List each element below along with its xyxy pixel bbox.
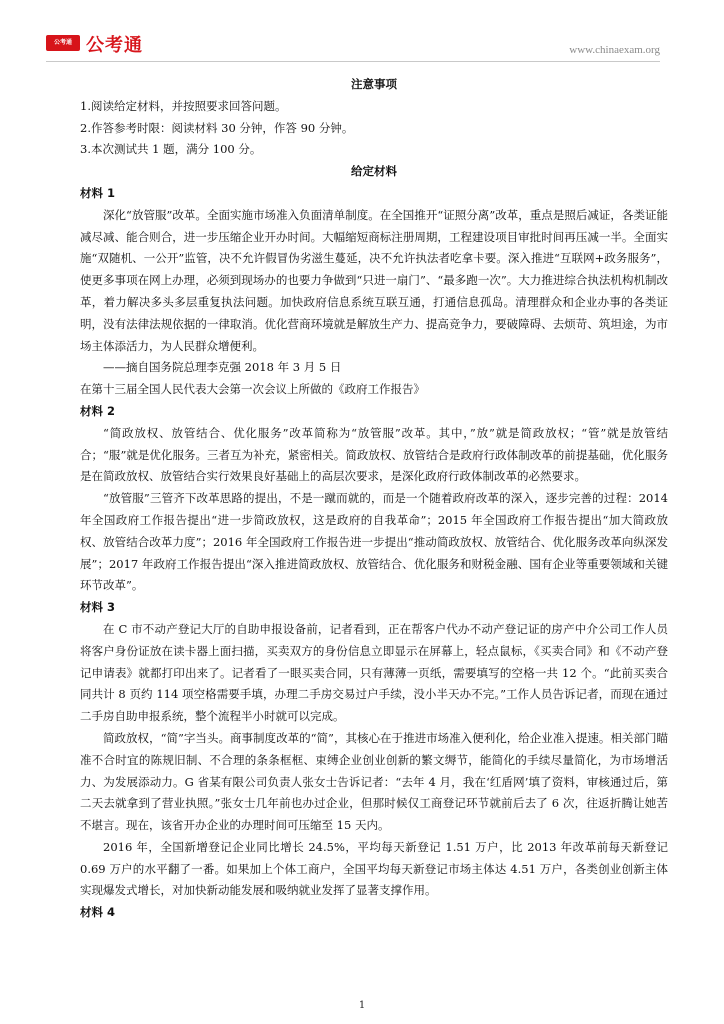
- material-3-paragraph: 简政放权，“简”字当头。商事制度改革的“简”，其核心在于推进市场准入便利化，给企业准入提速。相关部门瞄准不合时宜的陈规旧制、不合理的条条框框、束缚企业创业创新的繁文缛节，能简化的手续尽量简化，为市场增活力、为发展添动力。G 省某有限公司负责人张女士告诉记者：“去年 4 月，我在‘红盾网’填了资料，审核通过后，第二天去就拿到了营业执照。”张女士几年前也办过企业，但那时候仅工商登记环节就前后去了 6 次，往返折腾让她苦不堪言。现在，该省开办企业的办理时间可压缩至 15 天内。: [80, 730, 668, 833]
- material-3-paragraph: 2016 年，全国新增登记企业同比增长 24.5%，平均每天新登记 1.51 万户，比 2013 年改革前每天新登记 0.69 万户的水平翻了一番。如果加上个体工商户，全国平均每天新登记市场主体达 4.51 万户，各类创业创新主体实现爆发式增长，对加快新动能发展和吸纳就业发挥了显著支撑作用。: [80, 839, 668, 898]
- material-1-source-line-2: 在第十三届全国人民代表大会第一次会议上所做的《政府工作报告》: [80, 382, 425, 397]
- notice-title: 注意事项: [351, 77, 397, 91]
- notice-item: 1.阅读给定材料，并按照要求回答问题。: [80, 98, 287, 113]
- material-2-heading: 材料 2: [80, 403, 116, 418]
- page-header: [0, 0, 724, 62]
- notice-item: 3.本次测试共 1 题，满分 100 分。: [80, 142, 262, 157]
- materials-title: 给定材料: [351, 164, 397, 179]
- site-url: www.chinaexam.org: [569, 44, 660, 56]
- logo-text: 公考通: [86, 35, 143, 56]
- material-2-paragraph: “简政放权、放管结合、优化服务”改革简称为“放管服”改革。其中，”放”就是简政放权；“管”就是放管结合；“服”就是优化服务。三者互为补充，紧密相关。简政放权、放管结合是政府行政体制改革的前提基础，优化服务是在简政放权、放管结合实行效果良好基础上的高层次要求，是深化政府行政体制改革的必然要求。: [80, 425, 668, 484]
- material-1-body: 深化“放管服”改革。全面实施市场准入负面清单制度。在全国推开“证照分离”改革，重点是照后减证，各类证能减尽减、能合则合，进一步压缩企业开办时间。大幅缩短商标注册周期，工程建设项目审批时间再压减一半。全面实施“双随机、一公开”监管，决不允许假冒伪劣滋生蔓延，决不允许执法者吃拿卡要。深入推进“互联网+政务服务”，使更多事项在网上办理，必须到现场办的也要力争做到“只进一扇门”、“最多跑一次”。大力推进综合执法机构机制改革，着力解决多头多层重复执法问题。加快政府信息系统互联互通，打通信息孤岛。清理群众和企业办事的各类证明，没有法律法规依据的一律取消。优化营商环境就是解放生产力、提高竞争力，要破障碍、去烦苛、筑坦途，为市场主体添活力，为人民群众增便利。: [80, 207, 668, 353]
- material-1-heading: 材料 1: [80, 185, 116, 200]
- document-body: [80, 74, 668, 924]
- material-3-heading: 材料 3: [80, 600, 116, 615]
- material-1-source-line-1: ——摘自国务院总理李克强 2018 年 3 月 5 日: [103, 360, 342, 375]
- header-divider: [46, 61, 660, 62]
- material-4-heading: 材料 4: [80, 905, 116, 920]
- notice-item: 2.作答参考时限：阅读材料 30 分钟，作答 90 分钟。: [80, 120, 354, 135]
- page-number: 1: [358, 1000, 366, 1011]
- logo-badge: 公考通: [46, 35, 80, 51]
- material-2-paragraph: “放管服”三管齐下改革思路的提出，不是一蹴而就的，而是一个随着政府改革的深入，逐步完善的过程：2014 年全国政府工作报告提出“进一步简政放权，这是政府的自我革命”；2015 年全国政府工作报告提出“加大简政放权、放管结合改革力度”；2016 年全国政府工作报告进一步提出“推动简政放权、放管结合、优化服务改革向纵深发展”；2017 年政府工作报告提出“深入推进简政放权、放管结合、优化服务和财税金融、国有企业等重要领域和关键环节改革”。: [80, 491, 668, 593]
- material-3-paragraph: 在 C 市不动产登记大厅的自助申报设备前，记者看到，正在帮客户代办不动产登记证的房产中介公司工作人员将客户身份证放在读卡器上面扫描，买卖双方的身份信息立即显示在屏幕上，轻点鼠标，《买卖合同》和《不动产登记申请表》就都打印出来了。记者看了一眼买卖合同，只有薄薄一页纸，需要填写的空格一共 12 个。“此前买卖合同共计 8 页约 114 项空格需要手填，办理二手房交易过户手续，没小半天办不完。”工作人员告诉记者，而现在通过二手房自助申报系统，整个流程半小时就可以完成。: [80, 621, 668, 724]
